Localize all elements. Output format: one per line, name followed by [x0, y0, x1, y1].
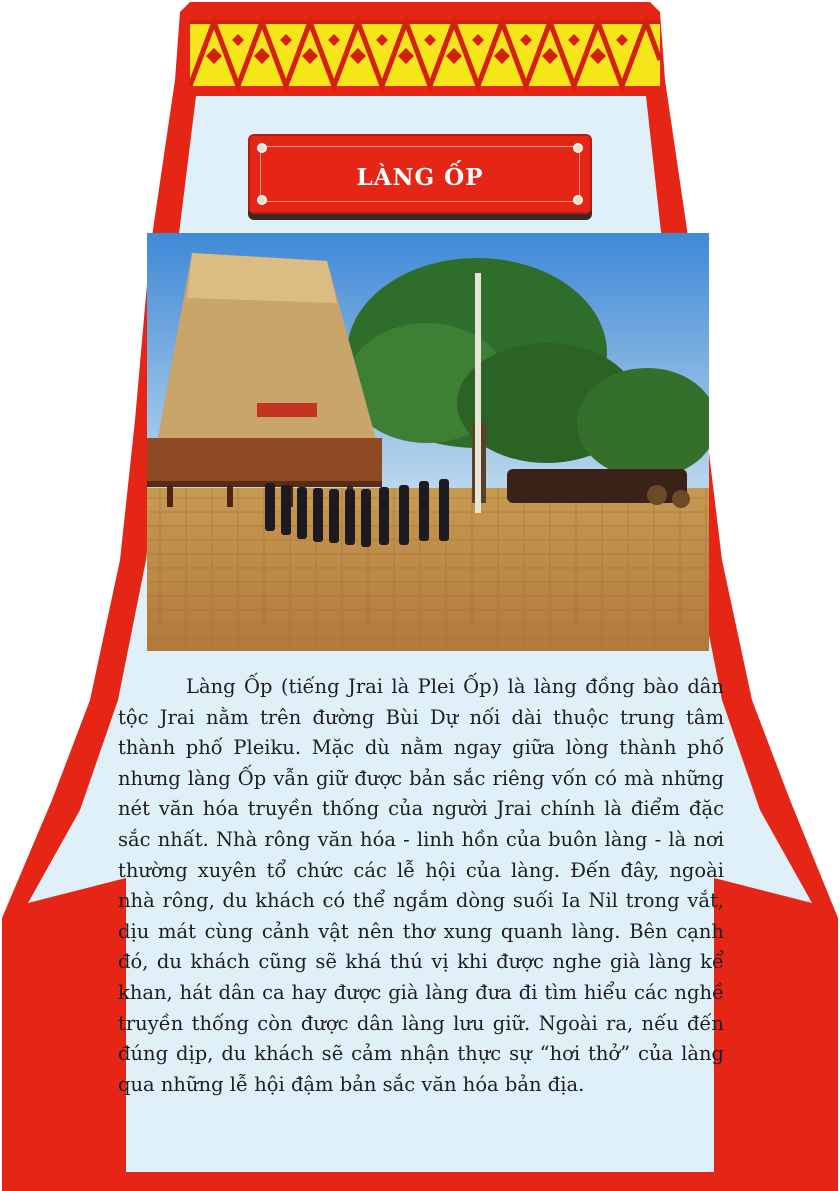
- rivet-icon: [257, 143, 267, 153]
- ceremonial-pole: [475, 273, 481, 513]
- village-photo: [147, 233, 709, 651]
- village-communal-house-photo: [147, 233, 709, 651]
- article-body: Làng Ốp (tiếng Jrai là Plei Ốp) là làng đồng bào dân tộc Jrai nằm trên đường Bùi Dự nối dài thuộc trung tâm thành phố Pleiku. Mặc dù nằm ngay giữa lòng thành phố nhưng làng Ốp vẫn giữ được bản sắc riêng vốn có mà những nét văn hóa truyền thống của người Jrai chính là điểm đặc sắc nhất. Nhà rông văn hóa - linh hồn của buôn làng - là nơi thường xuyên tổ chức các lễ hội của làng. Đến đây, ngoài nhà rông, du khách có thể ngắm dòng suối Ia Nil trong vắt, dịu mát cùng cảnh vật nên thơ xung quanh làng. Bên cạnh đó, du khách cũng sẽ khá thú vị khi được nghe già làng kể khan, hát dân ca hay được già làng đưa đi tìm hiểu các nghề truyền thống còn được dân làng lưu giữ. Ngoài ra, nếu đến đúng dịp, du khách sẽ cảm nhận thực sự “hơi thở” của làng qua những lễ hội đậm bản sắc văn hóa bản địa.: [118, 675, 724, 1096]
- rivet-icon: [573, 143, 583, 153]
- rivet-icon: [573, 195, 583, 205]
- rivet-icon: [257, 195, 267, 205]
- title-plaque: [248, 134, 592, 214]
- page-title: LÀNG ỐP: [356, 164, 484, 191]
